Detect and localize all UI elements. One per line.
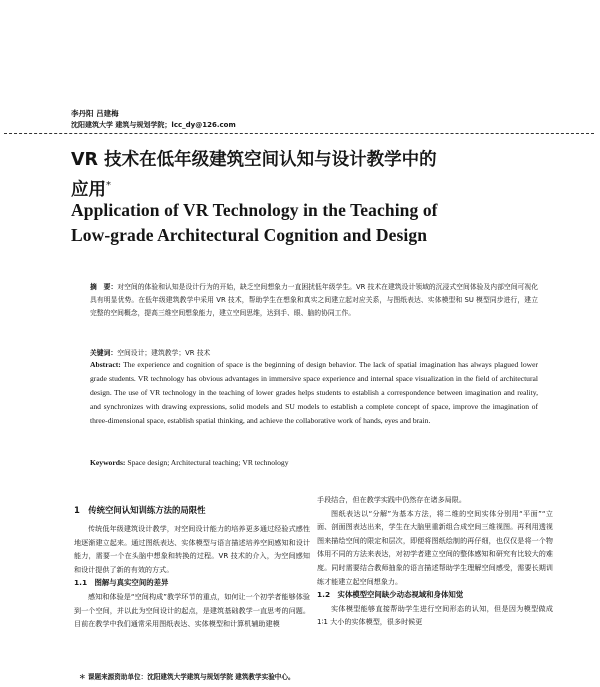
abstract-chinese [90,281,538,320]
title-zh-line-1: VR 技术在低年级建筑空间认知与设计教学中的 [71,150,437,170]
abstract-zh-label: 摘 要： [90,283,118,291]
section-1-heading: 1 传统空间认知训练方法的局限性 [74,505,206,515]
keywords-zh-text: 空间设计；建筑教学；VR 技术 [117,349,211,357]
section-1-paragraph: 传统低年级建筑设计教学，对空间设计能力的培养更多通过经验式感性地逐渐建立起来。通过图纸表达、实体模型与语言描述培养空间感知和设计能力，需要一个在头脑中想象和转换的过程。VR 技术的介入，为空间感知和设计提供了新的有效的方式。 [74,524,310,574]
right-paragraph-3: 实体模型能够直接帮助学生进行空间形态的认知，但是因为模型做成 1∶1 大小的实体模型，很多时候更 [317,603,553,627]
keywords-english [90,457,538,469]
title-english [71,198,571,248]
subsection-1-2-heading: 1.2 实体模型空间缺少动态视域和身体知觉 [317,590,464,600]
abstract-zh-text: 对空间的体验和认知是设计行为的开始，缺乏空间想象力一直困扰低年级学生。VR 技术在建筑设计领域的沉浸式空间体验及内部空间可视化具有明显优势。在低年级建筑教学中采用 VR 技术，帮助学生在想象和真实之间建立起对应关系，与图纸表达、实体模型和 SU 模型同步进行，建立完整的空间概念，提高三维空间想象能力，建立空间思维，达到手、眼、脑的协同工作。 [90,283,539,317]
author-affiliation: 沈阳建筑大学 建筑与规划学院；lcc_dy@126.com [71,121,236,129]
keywords-en-text: Space design; Architectural teaching; VR technology [127,458,289,467]
body-column-left [74,498,310,631]
right-paragraph-1: 手段结合，但在教学实践中仍然存在诸多局限。 [317,495,466,504]
title-en-line-1: Application of VR Technology in the Teaching of [71,200,438,220]
abstract-en-label: Abstract: [90,360,121,369]
right-paragraph-2: 图纸表达以“分解”为基本方法，将二维的空间实体分别用“平面”“立面、剖面图表达出来，学生在大脑里重新组合成空间三维视图。再利用透视图来描绘空间的限定和层次，即便将图纸绘制的再仔细，也仅仅是将一个物体用不同的方法来表达，对初学者建立空间的整体感知和研究有比较大的难度。同时需要结合教师抽象的语言描述帮助学生理解空间感受，需要长期训练才能建立起空间想象力。 [317,508,553,586]
title-footnote-mark: * [106,180,111,191]
subsection-1-1-paragraph: 感知和体验是“空间构成”教学环节的重点，如何让一个初学者能够体验到一个空间，并以此为空间设计的起点，是建筑基础教学一直思考的问题。目前在教学中我们通常采用图纸表达、实体模型和计算机辅助建模 [74,591,310,629]
title-chinese [71,148,541,203]
abstract-en-text: The experience and cognition of space is the beginning of design behavior. The lack of spatial imagination has always plagued lower grade students. VR technology has obvious advantages in immersive space experience and internal space visualization in the field of architectural design. The use of VR technology in the teaching of lower grades helps students to establish a correspondence between imagination and reality, and synchronizes with drawing expressions, solid models and SU models to establish a complete concept of space, improve the imagination of three-dimensional space, establish spatial thinking, and achieve the collaborative work of hands, eyes and brain. [90,360,538,425]
footnote: ＊ 课题来源资助单位：沈阳建筑大学建筑与规划学院 建筑教学实验中心。 [79,673,295,681]
keywords-en-label: Keywords: [90,458,126,467]
author-names: 李丹阳 吕建梅 [71,109,119,118]
title-zh-line-2-text: 应用 [71,179,106,200]
header-divider [4,133,594,134]
title-en-line-2: Low-grade Architectural Cognition and Design [71,225,428,245]
abstract-english [90,358,538,428]
body-column-right [317,493,553,629]
keywords-zh-label: 关键词： [90,349,118,357]
subsection-1-1-heading: 1.1 图解与真实空间的差异 [74,578,169,588]
